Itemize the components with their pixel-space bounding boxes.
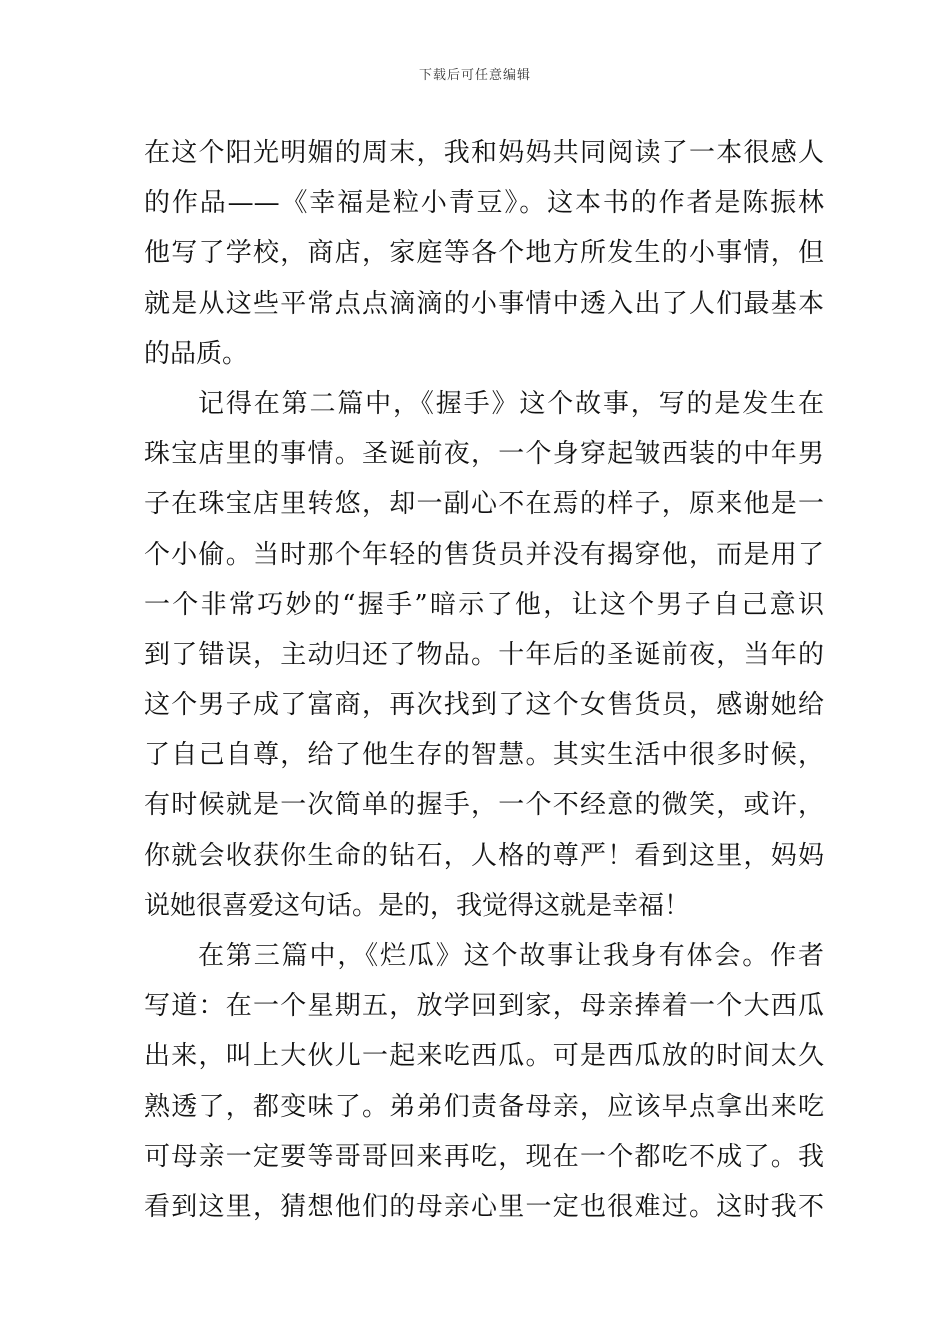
text-line: 记得在第二篇中，《握手》这个故事，写的是发生在 [198, 388, 824, 419]
text-line: 看到这里，猜想他们的母亲心里一定也很难过。这时我不 [144, 1191, 824, 1222]
text-line: 一个非常巧妙的“握手”暗示了他，让这个男子自己意识 [144, 589, 824, 620]
text-line: 子在珠宝店里转悠，却一副心不在焉的样子，原来他是一 [144, 489, 824, 520]
text-line: 说她很喜爱这句话。是的，我觉得这就是幸福！ [144, 890, 691, 921]
page-header: 下载后可任意编辑 [418, 68, 531, 83]
text-line: 在这个阳光明媚的周末，我和妈妈共同阅读了一本很感人 [144, 138, 824, 168]
text-line: 个小偷。当时那个年轻的售货员并没有揭穿他，而是用了 [144, 539, 824, 570]
text-line: 了自己自尊，给了他生存的智慧。其实生活中很多时候， [144, 740, 824, 771]
text-line: 写道：在一个星期五，放学回到家，母亲捧着一个大西瓜 [144, 991, 824, 1022]
text-line: 就是从这些平常点点滴滴的小事情中透入出了人们最基本 [144, 288, 824, 319]
text-line: 熟透了，都变味了。弟弟们责备母亲，应该早点拿出来吃 [144, 1091, 824, 1122]
text-line: 他写了学校，商店，家庭等各个地方所发生的小事情，但 [144, 238, 824, 269]
text-line: 出来，叫上大伙儿一起来吃西瓜。可是西瓜放的时间太久 [144, 1041, 824, 1072]
text-line: 你就会收获你生命的钻石，人格的尊严！看到这里，妈妈 [144, 840, 824, 871]
document-body [144, 128, 824, 1232]
text-line: 可母亲一定要等哥哥回来再吃，现在一个都吃不成了。我 [144, 1141, 824, 1172]
text-line: 到了错误，主动归还了物品。十年后的圣诞前夜，当年的 [144, 639, 824, 670]
text-line: 在第三篇中，《烂瓜》这个故事让我身有体会。作者 [198, 941, 824, 971]
text-line: 的作品——《幸福是粒小青豆》。这本书的作者是陈振林 [144, 188, 824, 219]
text-line: 这个男子成了富商，再次找到了这个女售货员，感谢她给 [144, 690, 824, 721]
text-line: 珠宝店里的事情。圣诞前夜，一个身穿起皱西装的中年男 [144, 439, 824, 470]
text-line: 的品质。 [144, 338, 249, 369]
text-line: 有时候就是一次简单的握手，一个不经意的微笑，或许， [144, 790, 824, 821]
